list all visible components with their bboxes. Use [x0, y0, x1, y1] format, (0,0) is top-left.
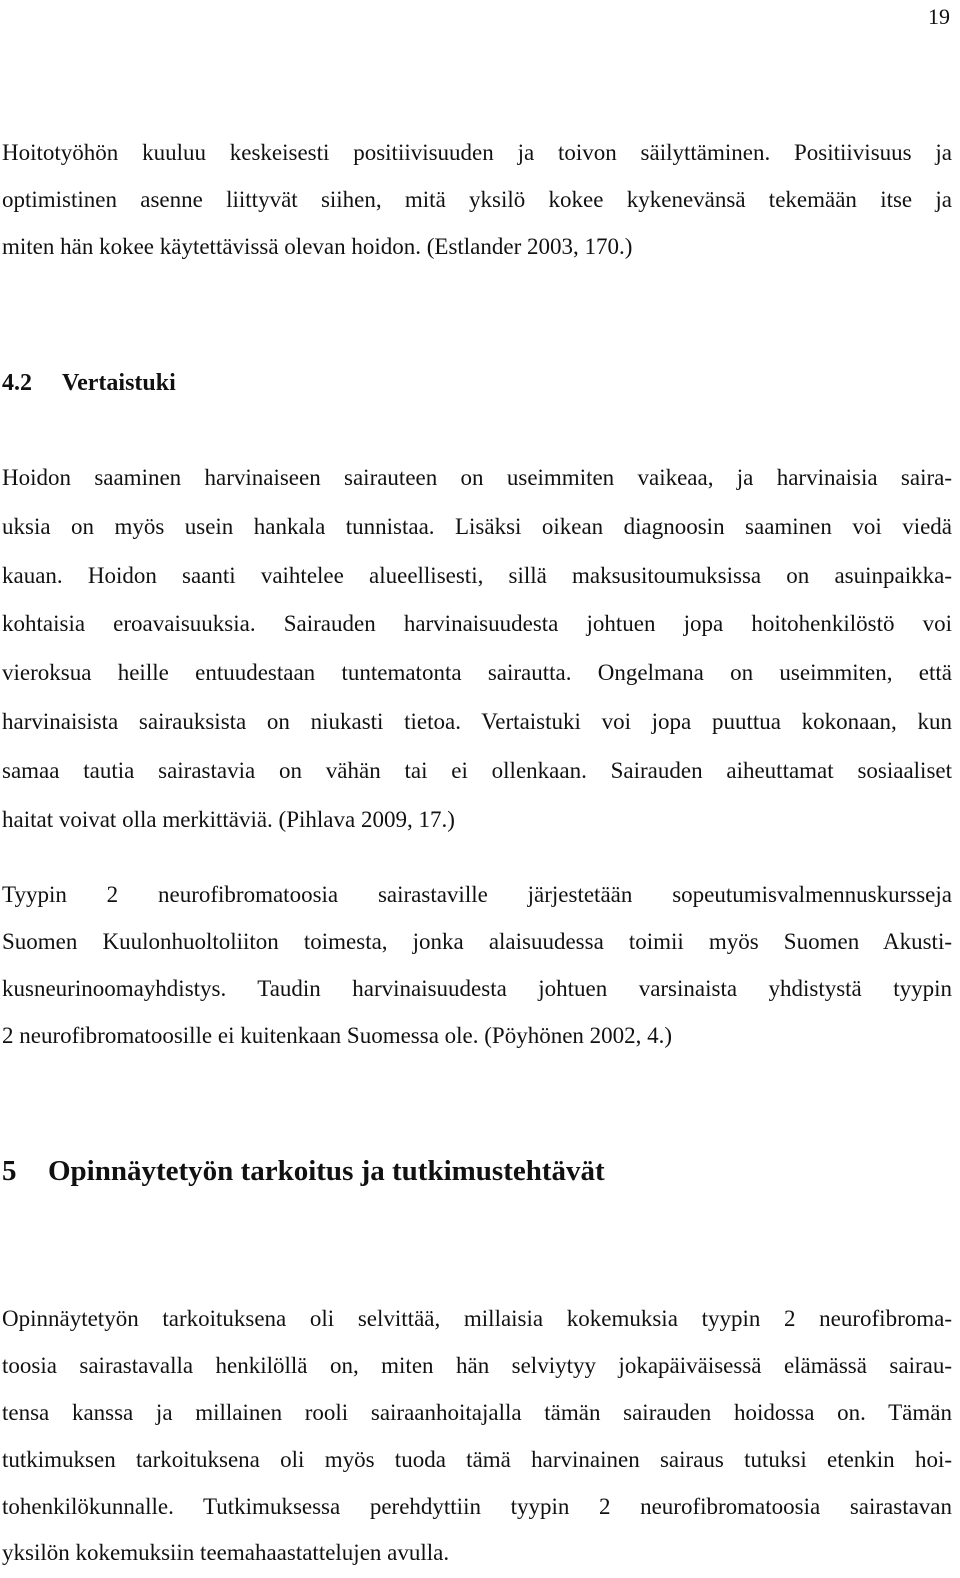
- section-heading-4-2: [2, 370, 176, 397]
- text-line: Hoitotyöhön kuuluu keskeisesti positiivisuuden ja toivon säilyttäminen. Positiivisuus ja: [2, 140, 952, 165]
- text-line: harvinaisista sairauksista on niukasti tietoa. Vertaistuki voi jopa puuttua kokonaan, kun: [2, 708, 952, 734]
- section-title: Vertaistuki: [62, 370, 176, 396]
- text-line: Suomen Kuulonhuoltoliiton toimesta, jonka alaisuudessa toimii myös Suomen Akusti-: [2, 928, 952, 954]
- text-line: haitat voivat olla merkittäviä. (Pihlava 2009, 17.): [2, 806, 455, 832]
- text-line: Tyypin 2 neurofibromatoosia sairastaville järjestetään sopeutumisvalmennuskursseja: [2, 882, 952, 907]
- text-line: vieroksua heille entuudestaan tuntematonta sairautta. Ongelmana on useimmiten, että: [2, 660, 952, 686]
- text-line: yksilön kokemuksiin teemahaastattelujen avulla.: [2, 1540, 450, 1566]
- chapter-heading-5: [2, 1155, 605, 1188]
- chapter-number: 5: [2, 1155, 17, 1187]
- paragraph-positivity: [2, 130, 952, 271]
- text-line: samaa tautia sairastavia on vähän tai ei ollenkaan. Sairauden aiheuttamat sosiaaliset: [2, 757, 952, 783]
- text-line: tohenkilökunnalle. Tutkimuksessa perehdyttiin tyypin 2 neurofibromatoosia sairastavan: [2, 1493, 952, 1519]
- paragraph-purpose: [2, 1296, 952, 1577]
- text-line: kusneurinoomayhdistys. Taudin harvinaisuudesta johtuen varsinaista yhdistystä tyypin: [2, 975, 952, 1001]
- text-line: Opinnäytetyön tarkoituksena oli selvittää, millaisia kokemuksia tyypin 2 neurofibroma-: [2, 1306, 952, 1331]
- paragraph-adaptation-courses: [2, 872, 952, 1060]
- text-line: toosia sairastavalla henkilöllä on, miten hän selviytyy jokapäiväisessä elämässä sairau-: [2, 1352, 952, 1378]
- paragraph-peer-support: [2, 454, 952, 844]
- text-line: miten hän kokee käytettävissä olevan hoidon. (Estlander 2003, 170.): [2, 233, 633, 259]
- page-number: 19: [928, 4, 950, 29]
- text-line: kauan. Hoidon saanti vaihtelee alueellisesti, sillä maksusitoumuksissa on asuinpaikka-: [2, 562, 952, 588]
- text-line: optimistinen asenne liittyvät siihen, mitä yksilö kokee kykenevänsä tekemään itse ja: [2, 186, 952, 212]
- text-line: tensa kanssa ja millainen rooli sairaanhoitajalla tämän sairauden hoidossa on. Tämän: [2, 1399, 952, 1425]
- text-line: Hoidon saaminen harvinaiseen sairauteen on useimmiten vaikeaa, ja harvinaisia saira-: [2, 465, 952, 490]
- text-line: kohtaisia eroavaisuuksia. Sairauden harvinaisuudesta johtuen jopa hoitohenkilöstö voi: [2, 611, 952, 637]
- text-line: tutkimuksen tarkoituksena oli myös tuoda tämä harvinainen sairaus tutuksi etenkin hoi-: [2, 1446, 952, 1472]
- text-line: 2 neurofibromatoosille ei kuitenkaan Suomessa ole. (Pöyhönen 2002, 4.): [2, 1022, 673, 1048]
- chapter-title: Opinnäytetyön tarkoitus ja tutkimustehtävät: [48, 1155, 605, 1187]
- section-number: 4.2: [2, 370, 32, 396]
- text-line: uksia on myös usein hankala tunnistaa. Lisäksi oikean diagnoosin saaminen voi viedä: [2, 513, 952, 539]
